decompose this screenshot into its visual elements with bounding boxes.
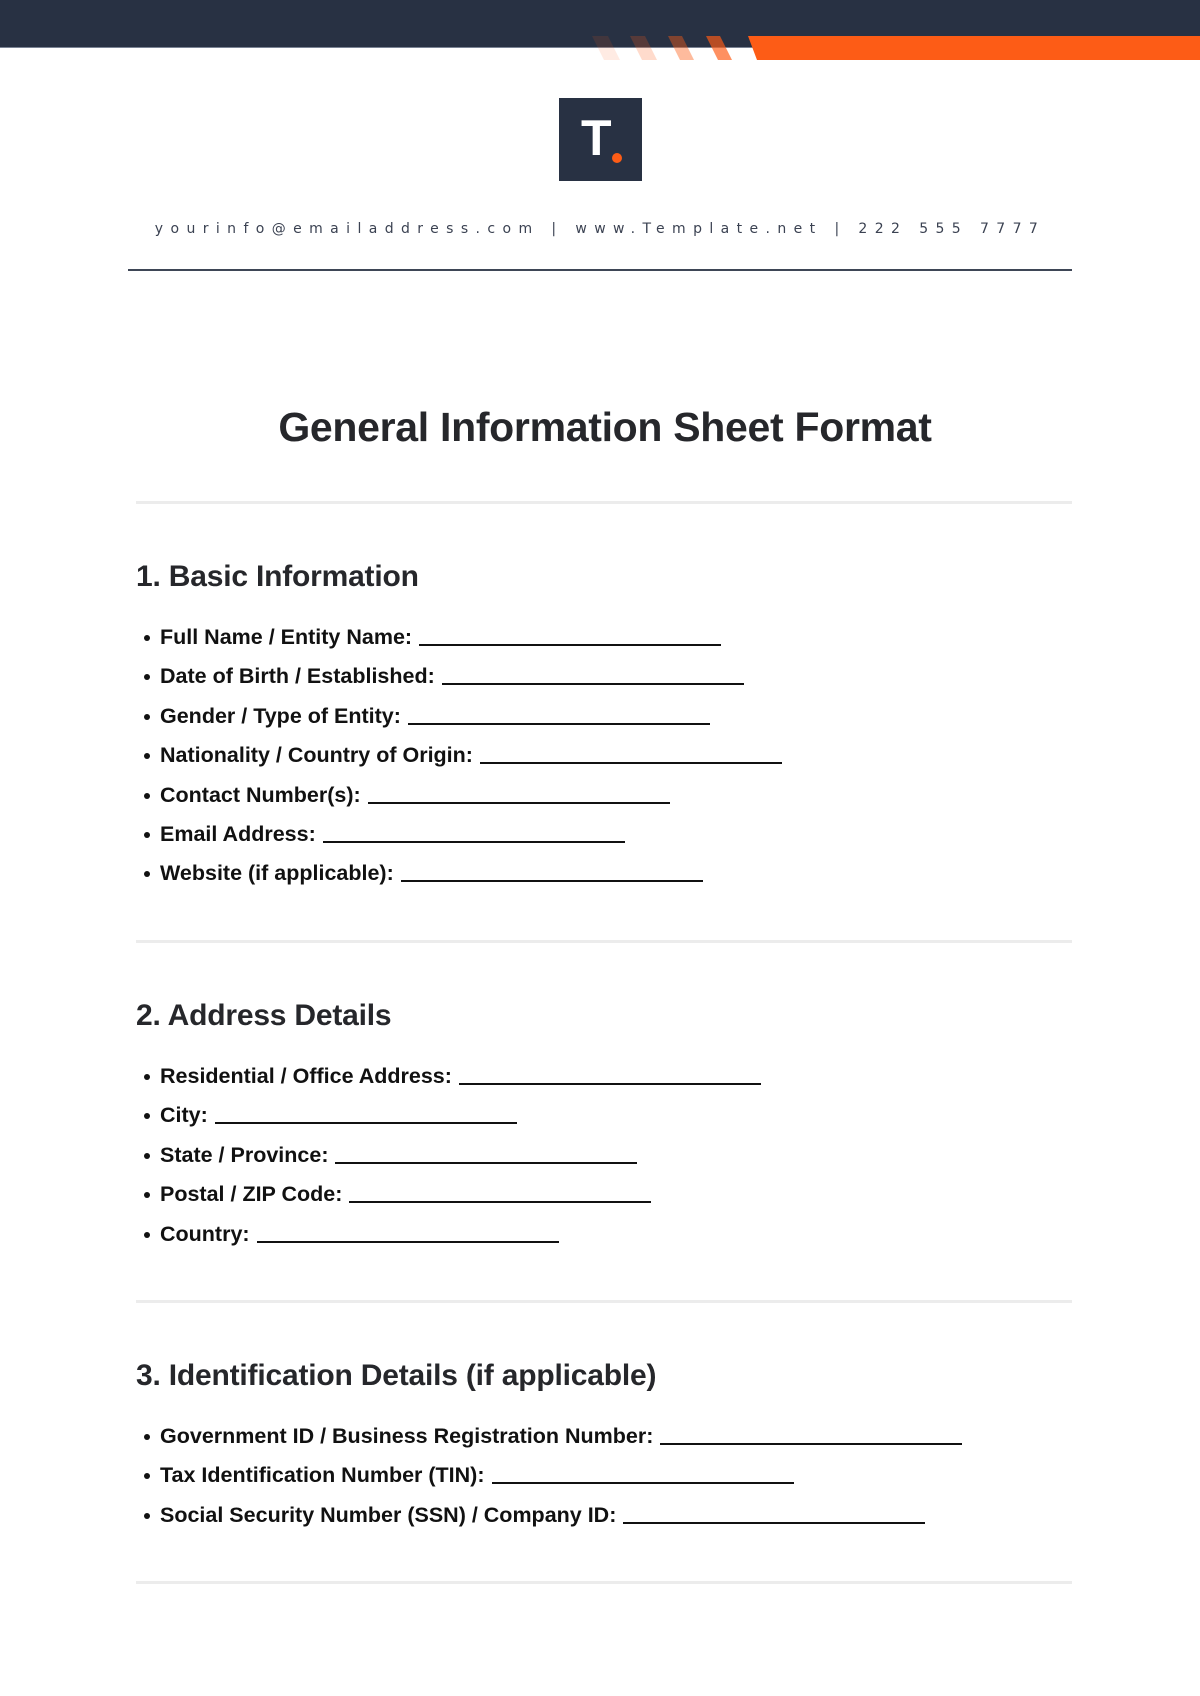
bullet-icon <box>144 1513 150 1519</box>
field-government-id[interactable] <box>136 1417 962 1456</box>
section-divider <box>136 1300 1072 1303</box>
fill-in-blank[interactable] <box>660 1443 962 1445</box>
section-heading-address-details: 2. Address Details <box>136 999 392 1032</box>
contact-line <box>0 219 1200 239</box>
contact-phone: 222 555 7777 <box>858 221 1046 237</box>
section-divider <box>136 1581 1072 1584</box>
basic-information-fields <box>136 618 782 894</box>
fill-in-blank[interactable] <box>459 1083 761 1085</box>
section-heading-identification-details: 3. Identification Details (if applicable) <box>136 1359 657 1392</box>
identification-details-fields <box>136 1417 962 1535</box>
bullet-icon <box>144 635 150 641</box>
field-label: Government ID / Business Registration Number: <box>160 1424 654 1448</box>
field-full-name[interactable] <box>136 618 782 657</box>
contact-website: www.Template.net <box>575 221 823 237</box>
fill-in-blank[interactable] <box>419 644 721 646</box>
fill-in-blank[interactable] <box>257 1241 559 1243</box>
company-logo <box>559 98 642 181</box>
bullet-icon <box>144 1473 150 1479</box>
fill-in-blank[interactable] <box>215 1122 517 1124</box>
field-label: State / Province: <box>160 1142 329 1167</box>
contact-separator: | <box>834 221 847 237</box>
fill-in-blank[interactable] <box>623 1522 925 1524</box>
bullet-icon <box>144 1192 150 1198</box>
field-label: Country: <box>160 1221 250 1246</box>
field-label: Nationality / Country of Origin: <box>160 743 473 768</box>
field-label: Tax Identification Number (TIN): <box>160 1463 485 1488</box>
field-tax-id[interactable] <box>136 1456 962 1495</box>
fill-in-blank[interactable] <box>442 683 744 685</box>
bullet-icon <box>144 714 150 720</box>
logo-dot-icon <box>612 153 622 163</box>
field-label: Full Name / Entity Name: <box>160 625 413 649</box>
fill-in-blank[interactable] <box>408 723 710 725</box>
fill-in-blank[interactable] <box>401 880 703 882</box>
field-label: Residential / Office Address: <box>160 1064 452 1088</box>
field-label: Email Address: <box>160 821 316 846</box>
field-postal-code[interactable] <box>136 1175 761 1214</box>
field-label: Date of Birth / Established: <box>160 664 435 689</box>
fill-in-blank[interactable] <box>492 1482 794 1484</box>
field-ssn-company-id[interactable] <box>136 1496 962 1535</box>
field-contact-number[interactable] <box>136 776 782 815</box>
field-nationality[interactable] <box>136 736 782 775</box>
fill-in-blank[interactable] <box>368 802 670 804</box>
bullet-icon <box>144 871 150 877</box>
field-residential-address[interactable] <box>136 1057 761 1096</box>
fill-in-blank[interactable] <box>323 841 625 843</box>
field-label: Postal / ZIP Code: <box>160 1182 343 1207</box>
bullet-icon <box>144 674 150 680</box>
field-email-address[interactable] <box>136 815 782 854</box>
contact-separator: | <box>551 221 564 237</box>
bullet-icon <box>144 1434 150 1440</box>
bullet-icon <box>144 793 150 799</box>
section-heading-basic-information: 1. Basic Information <box>136 560 419 593</box>
bullet-icon <box>144 1113 150 1119</box>
field-label: Gender / Type of Entity: <box>160 703 401 728</box>
field-website[interactable] <box>136 854 782 893</box>
header-divider <box>128 269 1072 271</box>
bullet-icon <box>144 832 150 838</box>
field-label: City: <box>160 1103 208 1128</box>
field-state-province[interactable] <box>136 1136 761 1175</box>
document-title: General Information Sheet Format <box>278 404 932 450</box>
fill-in-blank[interactable] <box>349 1201 651 1203</box>
contact-email: yourinfo@emailaddress.com <box>154 221 540 237</box>
field-gender-type[interactable] <box>136 697 782 736</box>
bullet-icon <box>144 753 150 759</box>
section-divider <box>136 940 1072 943</box>
field-city[interactable] <box>136 1096 761 1135</box>
field-label: Contact Number(s): <box>160 782 361 807</box>
field-label: Social Security Number (SSN) / Company ID: <box>160 1502 617 1527</box>
fill-in-blank[interactable] <box>480 762 782 764</box>
bullet-icon <box>144 1153 150 1159</box>
field-date-of-birth[interactable] <box>136 657 782 696</box>
field-label: Website (if applicable): <box>160 861 394 886</box>
address-details-fields <box>136 1057 761 1254</box>
bullet-icon <box>144 1232 150 1238</box>
field-country[interactable] <box>136 1215 761 1254</box>
fill-in-blank[interactable] <box>335 1162 637 1164</box>
title-divider <box>136 501 1072 504</box>
logo-letter: T <box>581 110 612 166</box>
bullet-icon <box>144 1074 150 1080</box>
header-accent-stripes <box>0 0 1200 64</box>
